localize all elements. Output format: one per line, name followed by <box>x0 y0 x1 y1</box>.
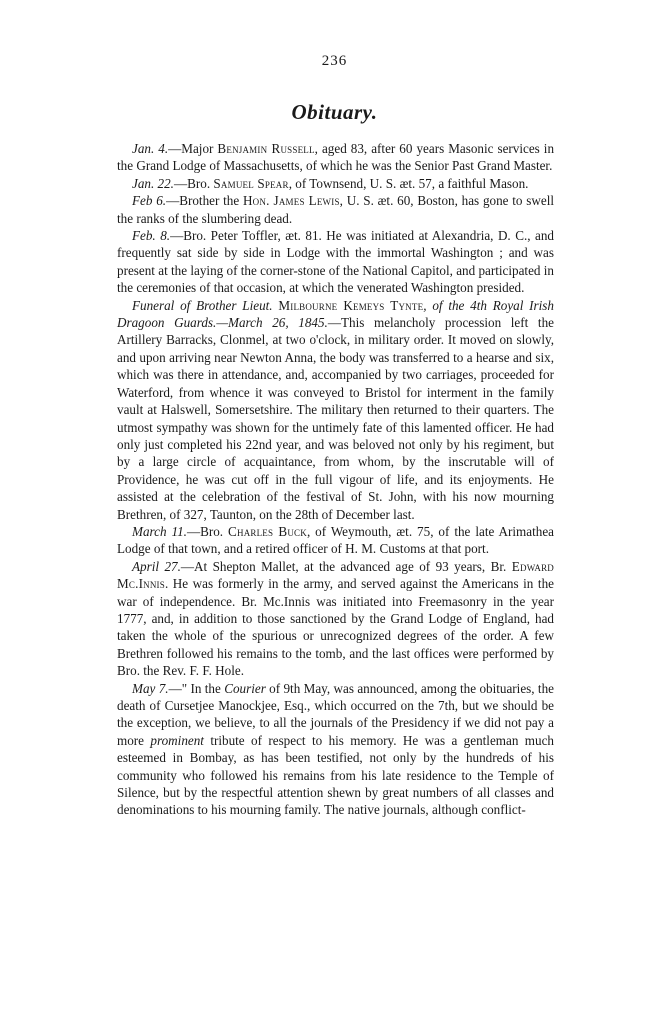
entry-text: Feb 6. <box>132 193 167 209</box>
entry-text: —This melancholy procession left the Artillery Barracks, Clonmel, at two o'clock, in military order. It moved on slowly, and upon arriving near Newton Anna, the body was transferred to a hearse and six, which was there in attendance, and, accompanied by two carriages, proceeded for Waterford, from whence it was conveyed to Bristol for interment in the family vault at Halswell, Somersetshire. The military then returned to their quarters. The utmost sympathy was shown for the untimely fate of this lamented officer. He had only just completed his 22nd year, and was beloved not only by his regiment, but by a large circle of acquaintance, from whom, by the inscrutable will of Providence, he was cut off in the full vigour of life, and its enjoyments. He assisted at the celebration of the festival of St. John, with his now mourning Brethren, of 327, Taunton, on the 28th of December last. <box>117 315 554 522</box>
entry-text: Courier <box>224 680 266 696</box>
entry-text: —Bro. <box>186 523 229 539</box>
entry-text: —Brother the <box>166 193 243 209</box>
obituary-entry <box>117 680 554 819</box>
entry-text: Jan. 4. <box>132 141 169 156</box>
entry-text: —Bro. <box>173 175 214 191</box>
entry-text: Hon. James Lewis <box>242 193 340 209</box>
entry-text: March 11. <box>132 523 187 539</box>
obituary-entry <box>117 558 554 680</box>
page-number: 236 <box>321 53 348 69</box>
entry-text: Benjamin Russell <box>217 141 315 156</box>
entry-text: , U. S. æt. 60, Boston, has gone to swell the ranks of the slumbering dead. <box>117 193 555 226</box>
obituary-entry <box>117 227 554 297</box>
entry-text: Jan. 22. <box>132 175 174 191</box>
obituary-text <box>117 140 554 819</box>
obituary-entry <box>117 175 554 192</box>
entry-text: , of Townsend, U. S. æt. 57, a faithful Mason. <box>288 175 529 191</box>
entry-text: —Bro. Peter Toffler, æt. 81. He was initiated at Alexandria, D. C., and frequently sat side by side in Lodge with the immortal Washington ; and was present at the laying of the corner-stone of the National Capitol, and participated in the ceremonies of that occasion, at which the venerated Washington presided. <box>117 228 554 296</box>
entry-text: tribute of respect to his memory. He was a gentleman much esteemed in Bombay, as has been testified, not only by the hundreds of his community who followed his remains from his late residence to the Temple of Silence, but by the respectful attention shewn by great numbers of all classes and denominations to his mourning family. The native journals, although conflict- <box>117 732 554 818</box>
obituary-entry <box>117 523 554 558</box>
entry-text: , of Weymouth, æt. 75, of the late Arimathea Lodge of that town, and a retired officer of H. M. Customs at that port. <box>117 523 554 557</box>
entry-text: , of the 4th Royal Irish Dragoon Guards.—March 26, 1845. <box>117 297 554 331</box>
entry-text: . He was formerly in the army, and served against the Americans in the war of independence. Br. Mc.Innis was initiated into Freemasonry in the year 1777, and, in addition to those sanctioned by the Grand Lodge of England, had taken the whole of the spurious or unrecognized degrees of the order. A few Brethren followed his remains to the tomb, and the last offices were performed by Bro. the Rev. F. F. Hole. <box>117 576 554 679</box>
entry-text: —At Shepton Mallet, at the advanced age of 93 years, Br. <box>180 558 512 574</box>
entry-text: Funeral of Brother Lieut. <box>132 297 279 313</box>
entry-text: Samuel Spear <box>213 175 289 191</box>
entry-text: Charles Buck <box>228 523 307 539</box>
entry-text: Milbourne Kemeys Tynte <box>278 297 424 313</box>
section-title: Obituary. <box>291 100 378 124</box>
obituary-entry <box>117 192 554 227</box>
entry-text: , aged 83, after 60 years Masonic services in the Grand Lodge of Massachusetts, of which he was the Senior Past Grand Master. <box>117 141 555 174</box>
entry-text: May 7. <box>132 680 169 696</box>
entry-text: —Major <box>168 141 218 156</box>
entry-text: Edward Mc.Innis <box>117 558 554 592</box>
obituary-entry <box>117 297 554 523</box>
entry-text: of 9th May, was announced, among the obituaries, the death of Cursetjee Manockjee, Esq., which occurred on the 7th, but we should be the exception, we believe, to all the journals of the Presidency if we did not pay a more <box>117 680 554 748</box>
entry-text: —" In the <box>168 680 225 696</box>
entry-text: Feb. 8. <box>132 228 171 244</box>
entry-text: prominent <box>150 732 204 748</box>
obituary-entry <box>117 140 554 175</box>
entry-text: April 27. <box>132 558 181 574</box>
